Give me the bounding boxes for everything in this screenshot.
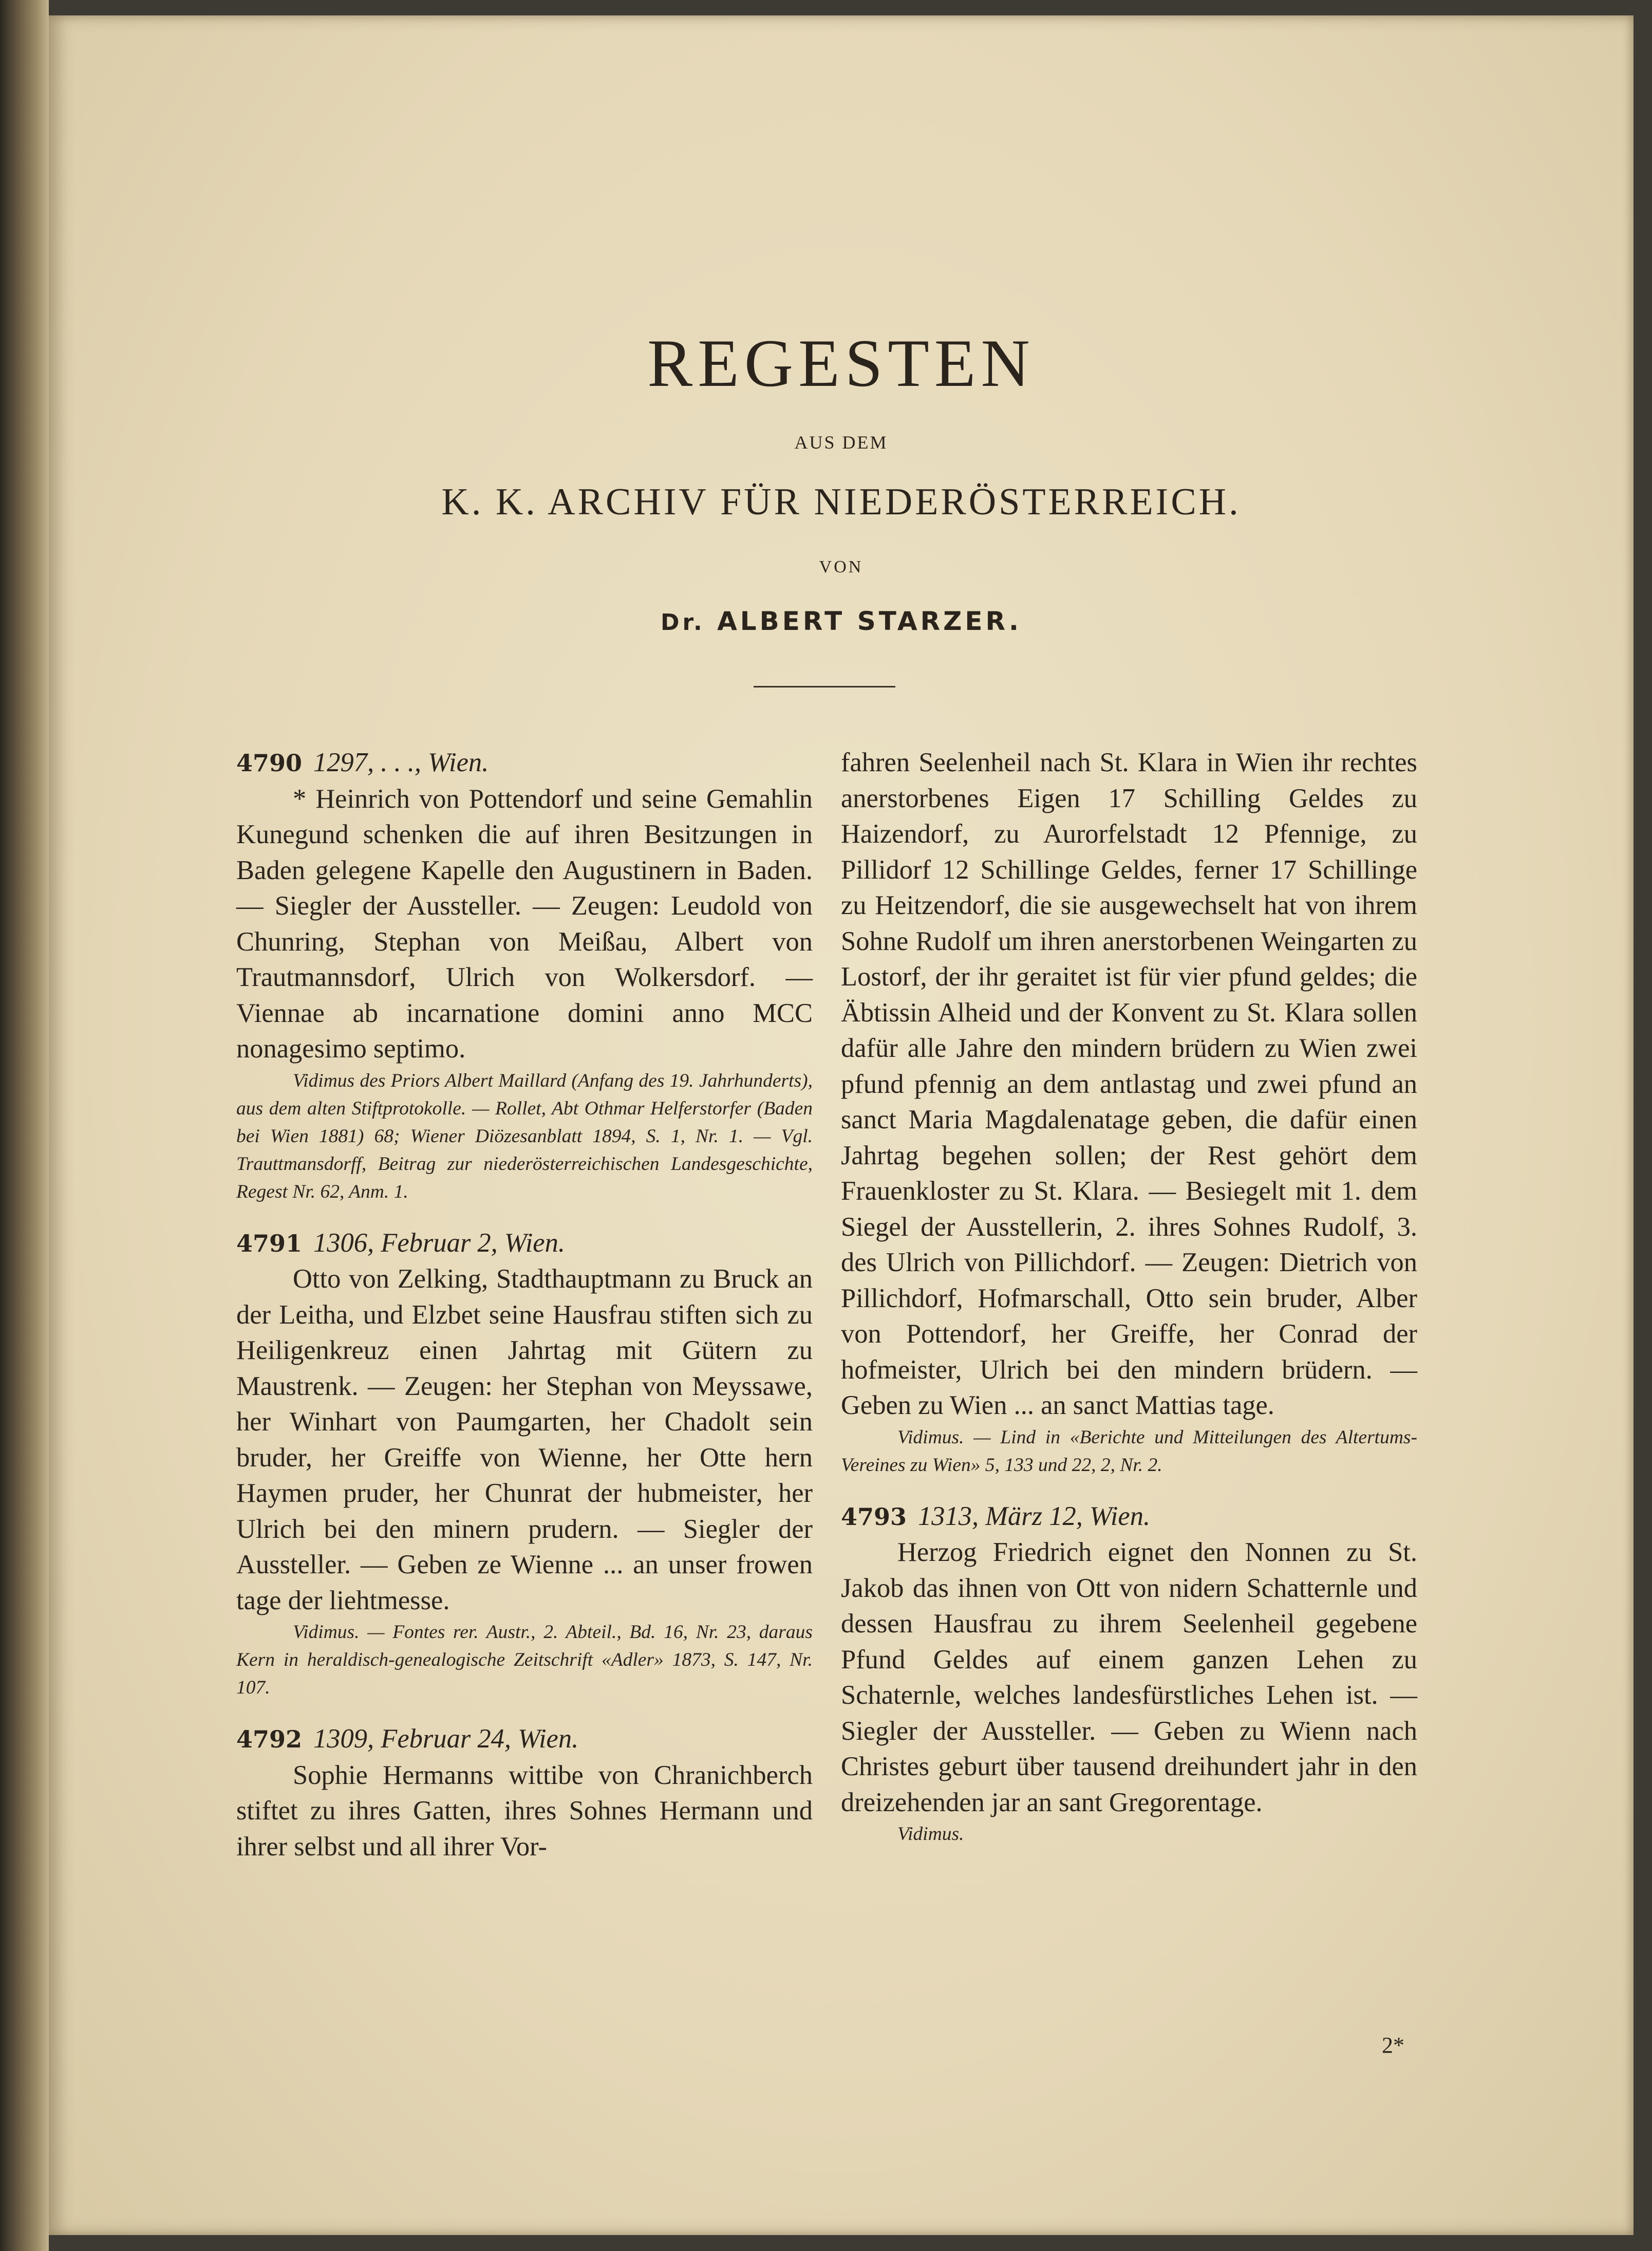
entry-source: Vidimus. — Fontes rer. Austr., 2. Abteil., Bd. 16, Nr. 23, daraus Kern in heraldisch-genealogische Zeitschrift «Adler» 1873, S. 147, Nr. 107. <box>236 1622 813 1698</box>
title-divider <box>754 686 895 687</box>
entry-body: Herzog Friedrich eignet den Nonnen zu St. Jakob das ihnen von Ott von nidern Schatternle und dessen Hausfrau zu ihrem Seelenheil gegebene Pfund Geldes auf einem ganzen Lehen zu Schaternle, welches landesfürstliches Lehen ist. — Siegler der Aussteller. — Geben zu Wienn nach Christes geburt über tausend dreihundert jahr in den dreizehenden jar an sant Gregorentage. <box>841 1537 1417 1817</box>
entry-date: 1297, . . ., Wien. <box>313 748 489 777</box>
entry-number: 4791 <box>236 1229 303 1257</box>
subtitle-von: VON <box>819 557 863 576</box>
subtitle-aus-dem: AUS DEM <box>794 432 888 453</box>
regest-entry <box>236 745 813 1206</box>
left-column <box>236 745 813 1884</box>
entry-body-continued: fahren Seelenheil nach St. Klara in Wien ihr rechtes anerstorbenes Eigen 17 Schilling Geldes zu Haizendorf, zu Aurorfelstadt 12 Pfennige, zu Pillidorf 12 Schillinge Geldes, ferner 17 Schillinge zu Heitzendorf, die sie ausgewechselt hat von ihrem Sohne Rudolf um ihren anerstorbenen Weingarten zu Lostorf, der ihr geraitet ist für vier pfund geldes; die Äbtissin Alheid und der Konvent zu St. Klara sollen dafür alle Jahre den mindern brüdern zu Wien zwei pfund pfennig an dem antlastag und zwei pfund an sanct Maria Magdalenatage geben, die dafür einen Jahrtag begehen sollen; der Rest gehört dem Frauenkloster zu St. Klara. — Besiegelt mit 1. dem Siegel der Ausstellerin, 2. ihres Sohnes Rudolf, 3. des Ulrich von Pillichdorf. — Zeugen: Dietrich von Pillichdorf, Hofmarschall, Otto sein bruder, Alber von Pottendorf, her Greiffe, her Conrad der hofmeister, Ulrich bei den mindern brüdern. — Geben zu Wien ... an sanct Mattias tage. <box>841 748 1417 1420</box>
regest-entry <box>236 1225 813 1702</box>
page-folio: 2* <box>1382 2033 1404 2058</box>
entry-body: * Heinrich von Pottendorf und seine Gemahlin Kunegund schenken die auf ihren Besitzungen in Baden gelegene Kapelle den Augustinern in Baden. — Siegler der Aussteller. — Zeugen: Leudold von Chunring, Stephan von Meißau, Albert von Trautmannsdorf, Ulrich von Wolkersdorf. — Viennae ab incarnatione domini anno MCC nonagesimo septimo. <box>236 784 813 1064</box>
entry-heading <box>841 1499 1417 1535</box>
entry-heading <box>236 1721 813 1758</box>
entry-heading <box>236 1225 813 1262</box>
entry-date: 1306, Februar 2, Wien. <box>313 1227 565 1258</box>
entry-body: Sophie Hermanns wittibe von Chranichberch stiftet zu ihres Gatten, ihres Sohnes Hermann und ihrer selbst und all ihrer Vor- <box>236 1760 813 1862</box>
entry-source: Vidimus des Priors Albert Maillard (Anfang des 19. Jahrhunderts), aus dem alten Stiftprotokolle. — Rollet, Abt Othmar Helferstorfer (Baden bei Wien 1881) 68; Wiener Diözesanblatt 1894, S. 1, Nr. 1. — Vgl. Trauttmansdorff, Beitrag zur niederösterreichischen Landesgeschichte, Regest Nr. 62, Anm. 1. <box>236 1070 813 1202</box>
regest-entry <box>236 1721 813 1865</box>
page-title: REGESTEN <box>647 325 1035 401</box>
regest-entry <box>841 1499 1417 1849</box>
right-column <box>841 745 1417 1868</box>
entry-heading <box>236 745 813 782</box>
entry-source: Vidimus. — Lind in «Berichte und Mitteilungen des Altertums-Vereines zu Wien» 5, 133 und 22, 2, Nr. 2. <box>841 1426 1417 1476</box>
author-line <box>49 606 1634 636</box>
entry-number: 4792 <box>236 1725 303 1753</box>
regest-entry-continued <box>841 745 1417 1479</box>
entry-source: Vidimus. <box>897 1824 964 1845</box>
entry-date: 1309, Februar 24, Wien. <box>313 1724 579 1754</box>
entry-number: 4793 <box>841 1502 907 1531</box>
archive-name: K. K. ARCHIV FÜR NIEDERÖSTERREICH. <box>441 481 1241 523</box>
author-prefix: Dr. <box>661 609 705 636</box>
document-page <box>49 15 1634 2235</box>
author-name: ALBERT STARZER. <box>717 606 1022 636</box>
book-spine <box>0 0 49 2251</box>
entry-date: 1313, März 12, Wien. <box>918 1501 1151 1531</box>
entry-number: 4790 <box>236 749 303 777</box>
entry-body: Otto von Zelking, Stadthauptmann zu Bruck an der Leitha, und Elzbet seine Hausfrau stiften sich zu Heiligenkreuz einen Jahrtag mit Gütern zu Maustrenk. — Zeugen: her Stephan von Meyssawe, her Winhart von Paumgarten, her Chadolt sein bruder, her Greiffe von Wienne, her Otte hern Haymen pruder, her Chunrat der hubmeister, her Ulrich bei den minern prudern. — Siegler der Aussteller. — Geben ze Wienne ... an unser frowen tage der liehtmesse. <box>236 1264 813 1615</box>
